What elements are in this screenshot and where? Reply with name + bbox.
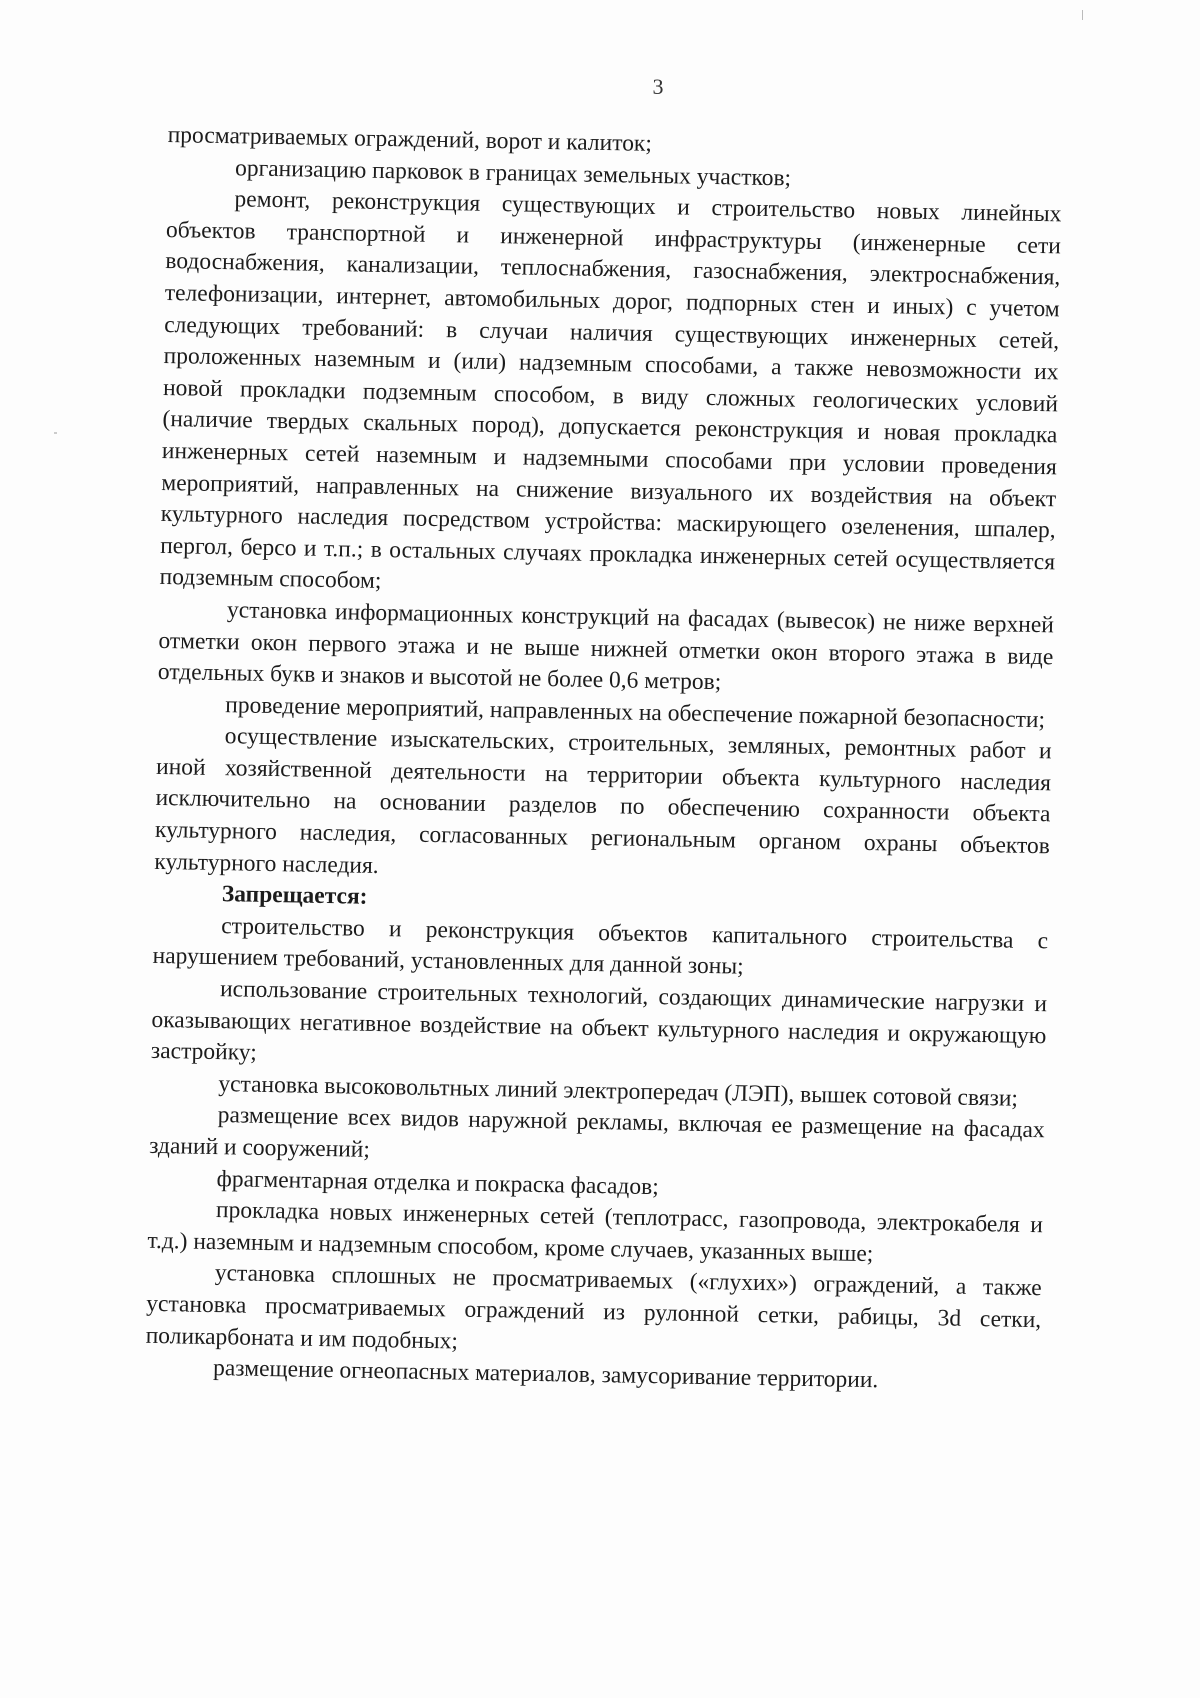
scan-artifact-mark [1082,10,1083,20]
prohibited-item: установка высоковольтных линий электропередач (ЛЭП), вышек сотовой связи; [218,1070,1019,1112]
paragraph-linear-objects: ремонт, реконструкция существующих и строительство новых линейных объектов транспортной и инженерной инфраструктуры (инженерные сети водоснабжения, канализации, теплоснабжения, газоснабжения, электроснабжения, телефонизации, интернет, автомобильных дорог, подпорных стен и иных) с учетом следующих требований: в случаи наличия существующих инженерных сетей, проложенных наземным и (или) надземным способами, а также невозможности их новой прокладки подземным способом, в виду сложных геологических условий (наличие твердых скальных пород), допускается реконструкция и новая прокладка инженерных сетей наземным и надземными способами при условии проведения мероприятий, направленных на снижение визуального их воздействия на объект культурного наследия посредством устройства: маскирующего озеленения, шпалер, пергол, берсо и т.п.; в остальных случаях прокладка инженерных сетей осуществляется подземным способом; [159,186,1062,595]
paragraph-fire-safety: проведение мероприятий, направленных на обеспечение пожарной безопасности; [225,691,1046,733]
prohibited-item: фрагментарная отделка и покраска фасадов; [216,1165,660,1200]
prohibited-item: использование строительных технологий, создающих динамические нагрузки и оказывающих негативное воздействие на объект культурного наследия и окружающую застройку; [150,976,1048,1066]
prohibited-item: размещение огнеопасных материалов, замусоривание территории. [212,1355,879,1394]
paragraph-parking: организацию парковок в границах земельных участков; [234,154,792,192]
paragraph-fences-continuation: просматриваемых ограждений, ворот и калиток; [167,121,653,157]
paragraph-survey-works: осуществление изыскательских, строительных, земляных, ремонтных работ и иной хозяйственной деятельности на территории объекта культурного наследия исключительно на основании разделов по обеспечению сохранности объекта культурного наследия, согласованных региональным органом охраны объектов культурного наследия. [154,723,1052,879]
prohibited-item: прокладка новых инженерных сетей (теплотрасс, газопровода, электрокабеля и т.д.) наземным и надземным способом, кроме случаев, указанных выше; [147,1197,1044,1267]
scan-artifact-dot [54,432,57,434]
paragraph-signboards: установка информационных конструкций на фасадах (вывесок) не ниже верхней отметки окон первого этажа и не выше нижней отметки окон второго этажа в виде отдельных букв и знаков и высотой не более 0,6 метров; [157,597,1055,696]
prohibited-item: установка сплошных не просматриваемых («глухих») ограждений, а также установка просматриваемых ограждений из рулонной сетки, рабицы, 3d сетки, поликарбоната и им подобных; [145,1260,1042,1355]
document-body [145,120,1063,1400]
prohibited-item: строительство и реконструкция объектов капитального строительства с нарушением требований, установленных для данной зоны; [152,912,1049,981]
section-heading-prohibited: Запрещается: [221,881,368,911]
prohibited-item: размещение всех видов наружной рекламы, включая ее размещение на фасадах зданий и сооружений; [148,1102,1045,1163]
page-number: 3 [652,74,664,99]
